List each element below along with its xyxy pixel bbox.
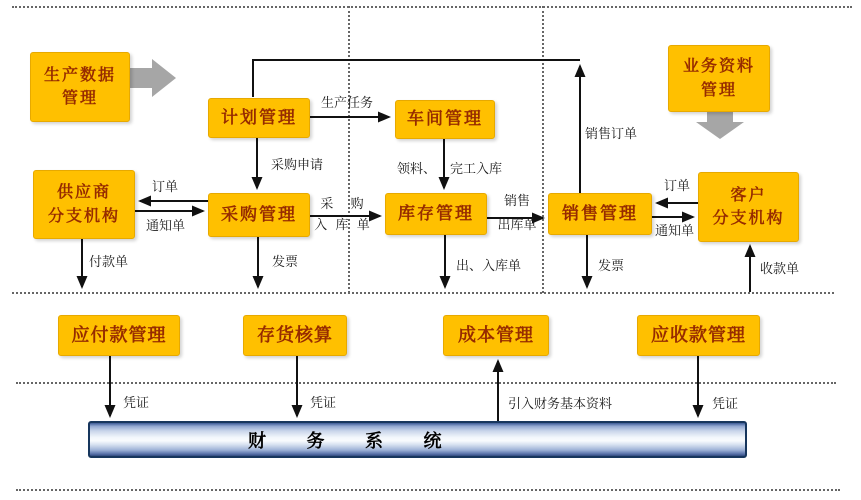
node-label: 应付款管理	[71, 325, 167, 346]
node-label: 客户	[730, 186, 767, 204]
node-plan-mgmt	[208, 98, 310, 138]
node-inventory-mgmt	[385, 193, 487, 235]
node-receivable-mgmt	[637, 315, 760, 356]
label-line: 销售	[503, 193, 530, 208]
label-customer-notice: 通知单	[655, 223, 695, 238]
dotted-line-bottom	[16, 489, 840, 491]
node-cost-mgmt	[443, 315, 549, 356]
node-label: 分支机构	[47, 207, 120, 225]
dotted-line-top	[12, 6, 852, 8]
line-salesorder-return	[253, 60, 580, 97]
node-label: 车间管理	[407, 109, 483, 129]
finance-system-label: 财 务 系 统	[248, 430, 442, 451]
label-purchase-request: 采购申请	[271, 157, 324, 172]
label-import-finance-data: 引入财务基本资料	[508, 396, 613, 411]
node-label: 生产数据	[43, 66, 116, 84]
label-in-out-slip: 出、入库单	[456, 258, 522, 273]
node-workshop-mgmt	[395, 100, 495, 139]
node-label: 销售管理	[562, 203, 638, 223]
label-sales-invoice: 发票	[598, 258, 625, 273]
label-material-issue: 领料、	[397, 161, 437, 176]
node-label: 业务资料	[682, 58, 755, 76]
dotted-line-vertical-left	[348, 6, 350, 293]
node-label: 应收款管理	[651, 325, 746, 346]
label-purchase-in-slip	[308, 197, 376, 233]
node-label: 库存管理	[398, 203, 474, 223]
label-customer-order: 订单	[664, 178, 691, 193]
node-label: 计划管理	[221, 107, 297, 127]
node-business-data-mgmt	[668, 45, 770, 112]
label-purchase-invoice: 发票	[272, 254, 299, 269]
label-supplier-order: 订单	[152, 179, 179, 194]
label-production-task: 生产任务	[321, 95, 374, 110]
label-line: 出库单	[497, 216, 537, 232]
node-supplier-branch	[33, 170, 135, 239]
gray-right-arrow-icon	[128, 59, 176, 97]
label-line: 采 购	[320, 196, 364, 211]
dotted-line-business-finance	[12, 292, 834, 294]
node-purchase-mgmt	[208, 193, 310, 237]
node-label: 存货核算	[257, 325, 333, 346]
finance-system-bar	[88, 421, 747, 458]
node-label: 分支机构	[712, 210, 785, 227]
label-voucher-inventory: 凭证	[310, 395, 337, 410]
label-voucher-payable: 凭证	[123, 395, 150, 410]
label-sales-order: 销售订单	[585, 126, 638, 141]
label-receipt-slip: 收款单	[760, 261, 800, 276]
node-label: 采购管理	[221, 204, 297, 224]
label-supplier-notice: 通知单	[146, 218, 186, 233]
dotted-line-vertical-right	[542, 6, 544, 293]
node-production-data-mgmt	[30, 52, 130, 122]
node-label: 成本管理	[458, 325, 534, 346]
gray-down-arrow-icon	[696, 110, 744, 139]
label-sales-out-slip	[489, 194, 545, 233]
node-customer-branch	[698, 172, 799, 242]
label-finished-goods-in: 完工入库	[450, 161, 503, 176]
node-inventory-accounting	[243, 315, 347, 356]
node-payable-mgmt	[58, 315, 180, 356]
node-sales-mgmt	[548, 193, 652, 235]
label-voucher-receivable: 凭证	[712, 396, 739, 411]
node-label: 供应商	[56, 184, 111, 202]
node-label: 管理	[61, 90, 98, 107]
node-label: 管理	[700, 81, 737, 99]
label-payment-slip: 付款单	[89, 254, 129, 269]
label-line: 入 库 单	[314, 216, 370, 232]
dotted-line-mid-finance	[16, 382, 836, 384]
